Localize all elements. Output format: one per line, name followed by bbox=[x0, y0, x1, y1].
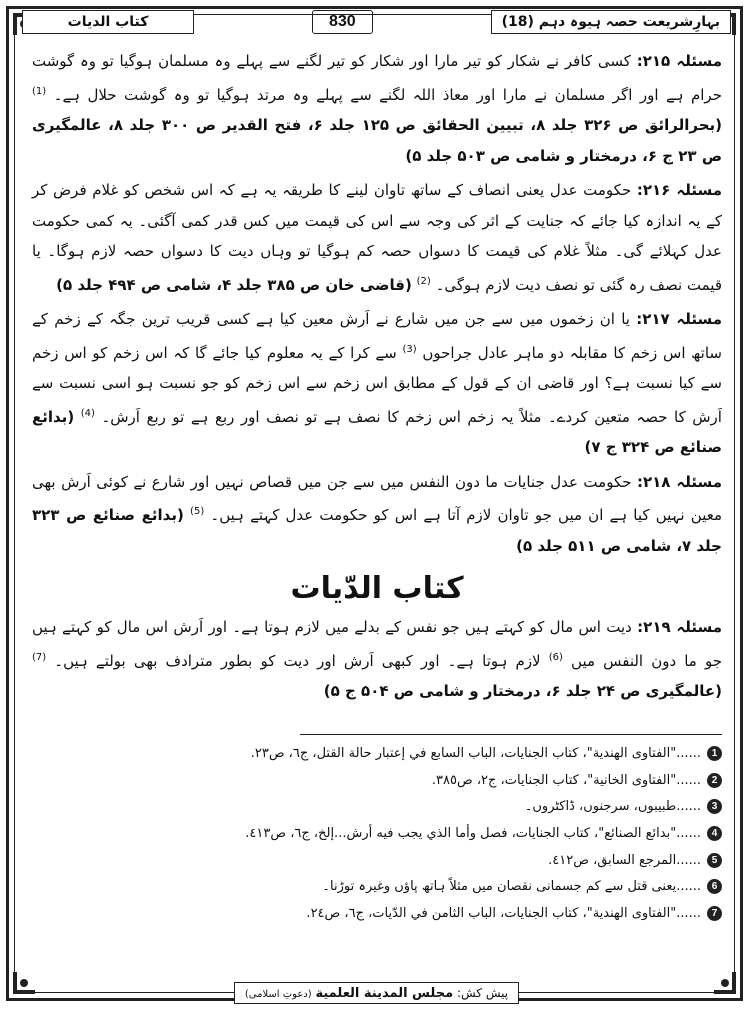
publisher-name: مجلس المدینة العلمیة bbox=[315, 986, 454, 1001]
footnote-text: ......"الفتاوی الهندیة"، کتاب الجنایات، الباب السابع في إعتبار حالة القتل، ج٦، ص٢٣. bbox=[250, 745, 701, 761]
footnote-item bbox=[32, 873, 722, 900]
footnote-item bbox=[32, 820, 722, 847]
chapter-name: کتاب الدیات bbox=[22, 10, 194, 34]
section-title: کتاب الدّیات bbox=[290, 571, 464, 606]
page-content bbox=[32, 46, 722, 711]
footnote-marker: (4) bbox=[80, 407, 95, 419]
footnote-number: 4 bbox=[707, 826, 722, 841]
masla-text-continued: سے کرا کے یہ معلوم کیا جائے گا کہ اس زخم کو اس زخم سے کیا نسبت ہے؟ اور قاضی ان کے قول کے مطابق اس زخم سے اس زخم کو جو نسبت ہو اسی نسبت سے اَرش کا حصہ متعین کردے۔ مثلاً یہ زخم اس زخم کا نصف ہے تو نصف اور ربع ہے تو ربع اَرش۔ bbox=[32, 343, 722, 426]
footnote-number: 1 bbox=[707, 746, 722, 761]
publisher-box bbox=[234, 982, 519, 1004]
masla-218 bbox=[32, 467, 722, 562]
masla-text: کسی کافر نے شکار کو تیر مارا اور شکار کو تیر لگنے سے پہلے وہ مسلمان ہوگیا تو وہ گوشت حرام ہے اور اگر مسلمان نے مارا اور معاذ اللہ لگنے سے پہلے وہ مرتد ہوگیا تو وہ گوشت حلال ہے۔ bbox=[32, 52, 722, 104]
footnote-marker: (2) bbox=[416, 275, 431, 287]
page-number: 830 bbox=[312, 10, 373, 34]
reference: (بدائع صنائع ص ۳۲۴ ج ۷) bbox=[32, 407, 722, 456]
masla-text: حکومت عدل یعنی انصاف کے ساتھ تاوان لینے کا طریقہ یہ ہے کہ اس شخص کو غلام فرض کر کے یہ اندازہ کیا جائے کہ جنایت کے اثر کی وجہ سے اس کی قیمت میں کس قدر کمی آگئی۔ یہ کمی حکومت عدل کہلائے گی۔ مثلاً غلام کی قیمت کا دسواں حصہ کم ہوگیا تو وہاں دیت کا دسواں حصہ لازم ہوگا۔ یا قیمت نصف رہ گئی تو نصف دیت لازم ہوگی۔ bbox=[32, 181, 722, 294]
footnote-item bbox=[32, 793, 722, 820]
reference: (عالمگیری ص ۲۴ جلد ۶، درمختار و شامی ص ۵۰۴ ج ۵) bbox=[323, 682, 722, 700]
footnote-number: 7 bbox=[707, 906, 722, 921]
masla-label: مسئلہ ۲۱۵: bbox=[636, 52, 722, 70]
footnote-item bbox=[32, 847, 722, 874]
footnote-marker: (6) bbox=[548, 651, 563, 663]
masla-text: یا ان زخموں میں سے جن میں شارع نے اَرش معین کیا ہے کسی قریب ترین جگہ کے زخم کے ساتھ اس زخم کا مقابلہ دو ماہر عادل جراحوں bbox=[32, 310, 722, 362]
footnotes bbox=[32, 740, 722, 927]
footnote-text: ......طبیبوں، سرجنوں، ڈاکٹروں۔ bbox=[524, 799, 701, 815]
footnote-marker: (1) bbox=[32, 85, 47, 97]
footnote-number: 3 bbox=[707, 799, 722, 814]
reference: (بحرالرائق ص ۳۲۶ جلد ۸، تبیین الحقائق ص ۱۲۵ جلد ۶، فتح القدیر ص ۳۰۰ جلد ۸، عالمگیری ص ۲۳ ج ۶، درمختار و شامی ص ۵۰۳ جلد ۵) bbox=[32, 116, 723, 165]
masla-text-continued: لازم ہوتا ہے۔ اور کبھی اَرش اور دیت کو بطور مترادف بھی بولتے ہیں۔ bbox=[54, 651, 541, 670]
page-footer bbox=[0, 982, 753, 1004]
footnote-marker: (7) bbox=[32, 651, 47, 663]
masla-label: مسئلہ ۲۱۹: bbox=[637, 618, 722, 636]
footnote-text: ......یعنی قتل سے کم جسمانی نقصان میں مثلاً ہاتھ پاؤں وغیرہ توڑنا۔ bbox=[322, 879, 701, 895]
publisher-tag: (دعوتِ اسلامی) bbox=[244, 989, 312, 1000]
masla-label: مسئلہ ۲۱۷: bbox=[636, 310, 723, 328]
masla-label: مسئلہ ۲۱۸: bbox=[637, 472, 722, 491]
footnote-separator bbox=[300, 734, 722, 735]
masla-219 bbox=[32, 612, 722, 707]
footnote-item bbox=[32, 767, 722, 794]
footnote-item bbox=[32, 740, 722, 767]
footnote-number: 6 bbox=[707, 879, 722, 894]
footnote-number: 5 bbox=[707, 853, 722, 868]
book-title: بہارِشریعت حصہ ہیوہ دہم (18) bbox=[491, 10, 731, 34]
masla-215 bbox=[32, 46, 722, 171]
footnote-text: ......"الفتاوی الهندیة"، کتاب الجنایات، الباب الثامن في الدّیات، ج٦، ص٢٤. bbox=[306, 905, 701, 921]
reference: (بدائع صنائع ص ۳۲۳ جلد ۷، شامی ص ۵۱۱ جلد ۵) bbox=[32, 506, 722, 555]
masla-text: دیت اس مال کو کہتے ہیں جو نفس کے بدلے میں لازم ہوتا ہے۔ اور اَرش اس مال کو کہتے ہیں جو ما دون النفس میں bbox=[32, 618, 722, 670]
footnote-text: ......"بدائع الصنائع"، کتاب الجنایات، فصل وأما الذي یجب فیه أرش...إلخ، ج٦، ص٤١٣. bbox=[245, 825, 701, 841]
footnote-marker: (3) bbox=[402, 343, 417, 355]
reference: (قاضی خان ص ۳۸۵ جلد ۴، شامی ص ۴۹۴ جلد ۵) bbox=[56, 275, 412, 294]
presented-by-label: پیش کش: bbox=[457, 986, 509, 1000]
masla-216 bbox=[32, 175, 722, 300]
footnote-text: ......"الفتاوی الخانیة"، کتاب الجنایات، ج٢، ص٣٨٥. bbox=[431, 772, 701, 788]
masla-text: حکومت عدل جنایات ما دون النفس میں سے جن میں قصاص نہیں اور شارع نے کوئی اَرش بھی معین نہیں کیا ہے ان میں جو تاوان لازم آتا ہے اس کو حکومت عدل کہتے ہیں۔ bbox=[32, 472, 722, 524]
footnote-number: 2 bbox=[707, 773, 722, 788]
footnote-item bbox=[32, 900, 722, 927]
masla-label: مسئلہ ۲۱۶: bbox=[636, 181, 722, 199]
masla-217 bbox=[32, 304, 722, 463]
page-header bbox=[22, 8, 731, 36]
footnote-text: ......المرجع السابق، ص٤١٢. bbox=[548, 852, 701, 868]
footnote-marker: (5) bbox=[190, 506, 205, 517]
